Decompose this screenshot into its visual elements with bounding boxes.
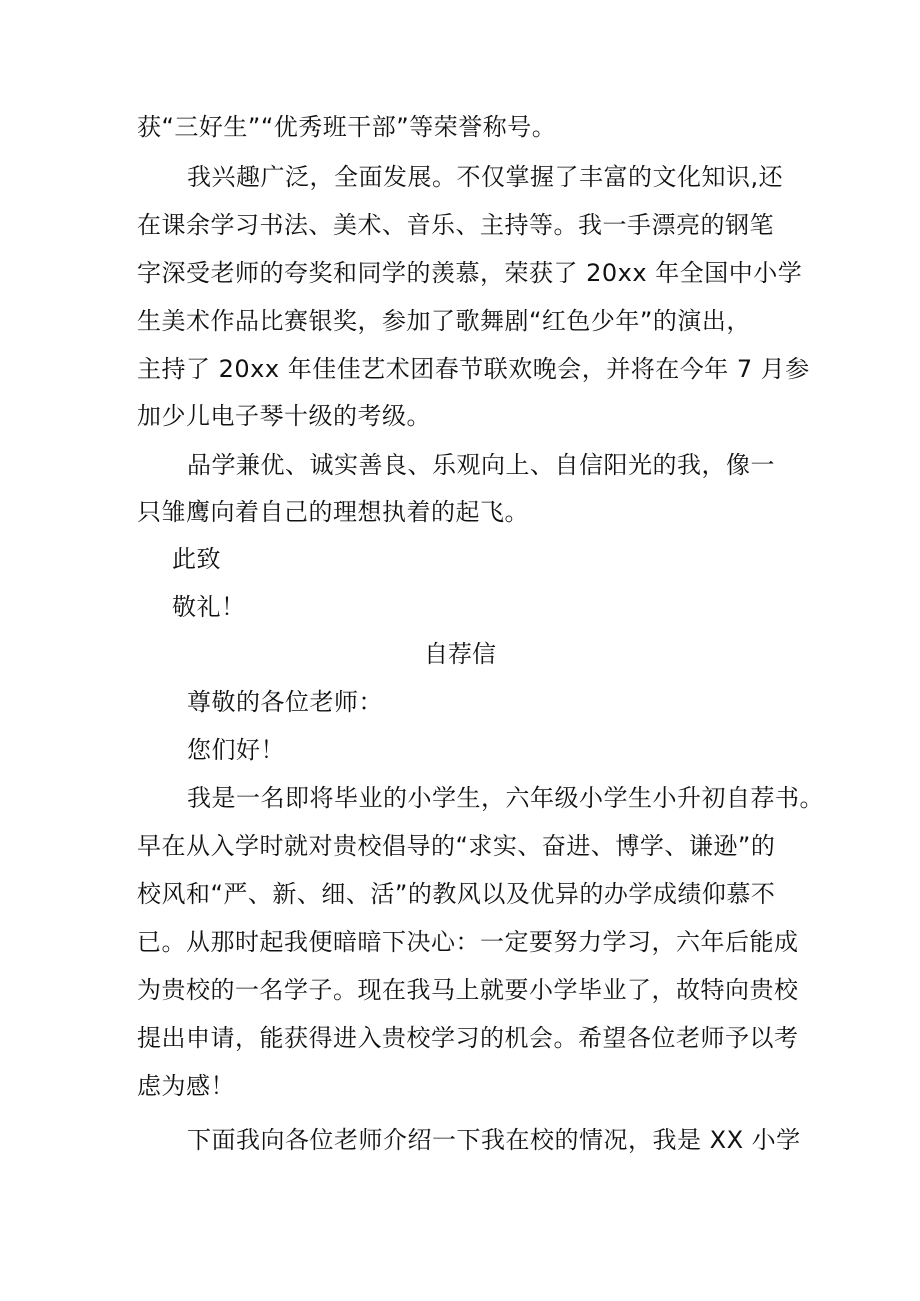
paragraph-line: 虑为感！ (137, 1072, 235, 1100)
paragraph-line: 只雏鹰向着自己的理想执着的起飞。 (137, 498, 529, 526)
paragraph-line: 为贵校的一名学子。现在我马上就要小学毕业了，故特向贵校 (137, 976, 799, 1004)
paragraph-line: 提出申请，能获得进入贵校学习的机会。希望各位老师予以考 (137, 1024, 799, 1052)
paragraph-line: 已。从那时起我便暗暗下决心：一定要努力学习，六年后能成 (137, 928, 799, 956)
paragraph-line: 获“三好生”“优秀班干部”等荣誉称号。 (137, 113, 557, 141)
paragraph-line: 校风和“严、新、细、活”的教风以及优异的办学成绩仰慕不 (137, 880, 776, 908)
closing-line: 敬礼！ (172, 593, 246, 621)
paragraph-line: 早在从入学时就对贵校倡导的“求实、奋进、博学、谦逊”的 (137, 832, 776, 860)
paragraph-line: 我是一名即将毕业的小学生，六年级小学生小升初自荐书。 (187, 784, 824, 812)
document-title: 自荐信 (424, 640, 496, 668)
paragraph-line: 生美术作品比赛银奖，参加了歌舞剧“红色少年”的演出， (137, 307, 751, 335)
salutation: 尊敬的各位老师： (187, 688, 383, 716)
paragraph-line: 加少儿电子琴十级的考级。 (137, 402, 431, 430)
paragraph-line: 我兴趣广泛，全面发展。不仅掌握了丰富的文化知识,还 (187, 163, 784, 191)
paragraph-line: 下面我向各位老师介绍一下我在校的情况，我是 XX 小学 (187, 1126, 801, 1154)
greeting: 您们好！ (187, 736, 285, 764)
closing-line: 此致 (172, 545, 221, 573)
paragraph-line: 主持了 20xx 年佳佳艺术团春节联欢晚会，并将在今年 7 月参 (137, 355, 810, 383)
paragraph-line: 字深受老师的夸奖和同学的羡慕，荣获了 20xx 年全国中小学 (137, 259, 803, 287)
paragraph-line: 在课余学习书法、美术、音乐、主持等。我一手漂亮的钢笔 (137, 211, 774, 239)
paragraph-line: 品学兼优、诚实善良、乐观向上、自信阳光的我，像一 (187, 451, 775, 479)
